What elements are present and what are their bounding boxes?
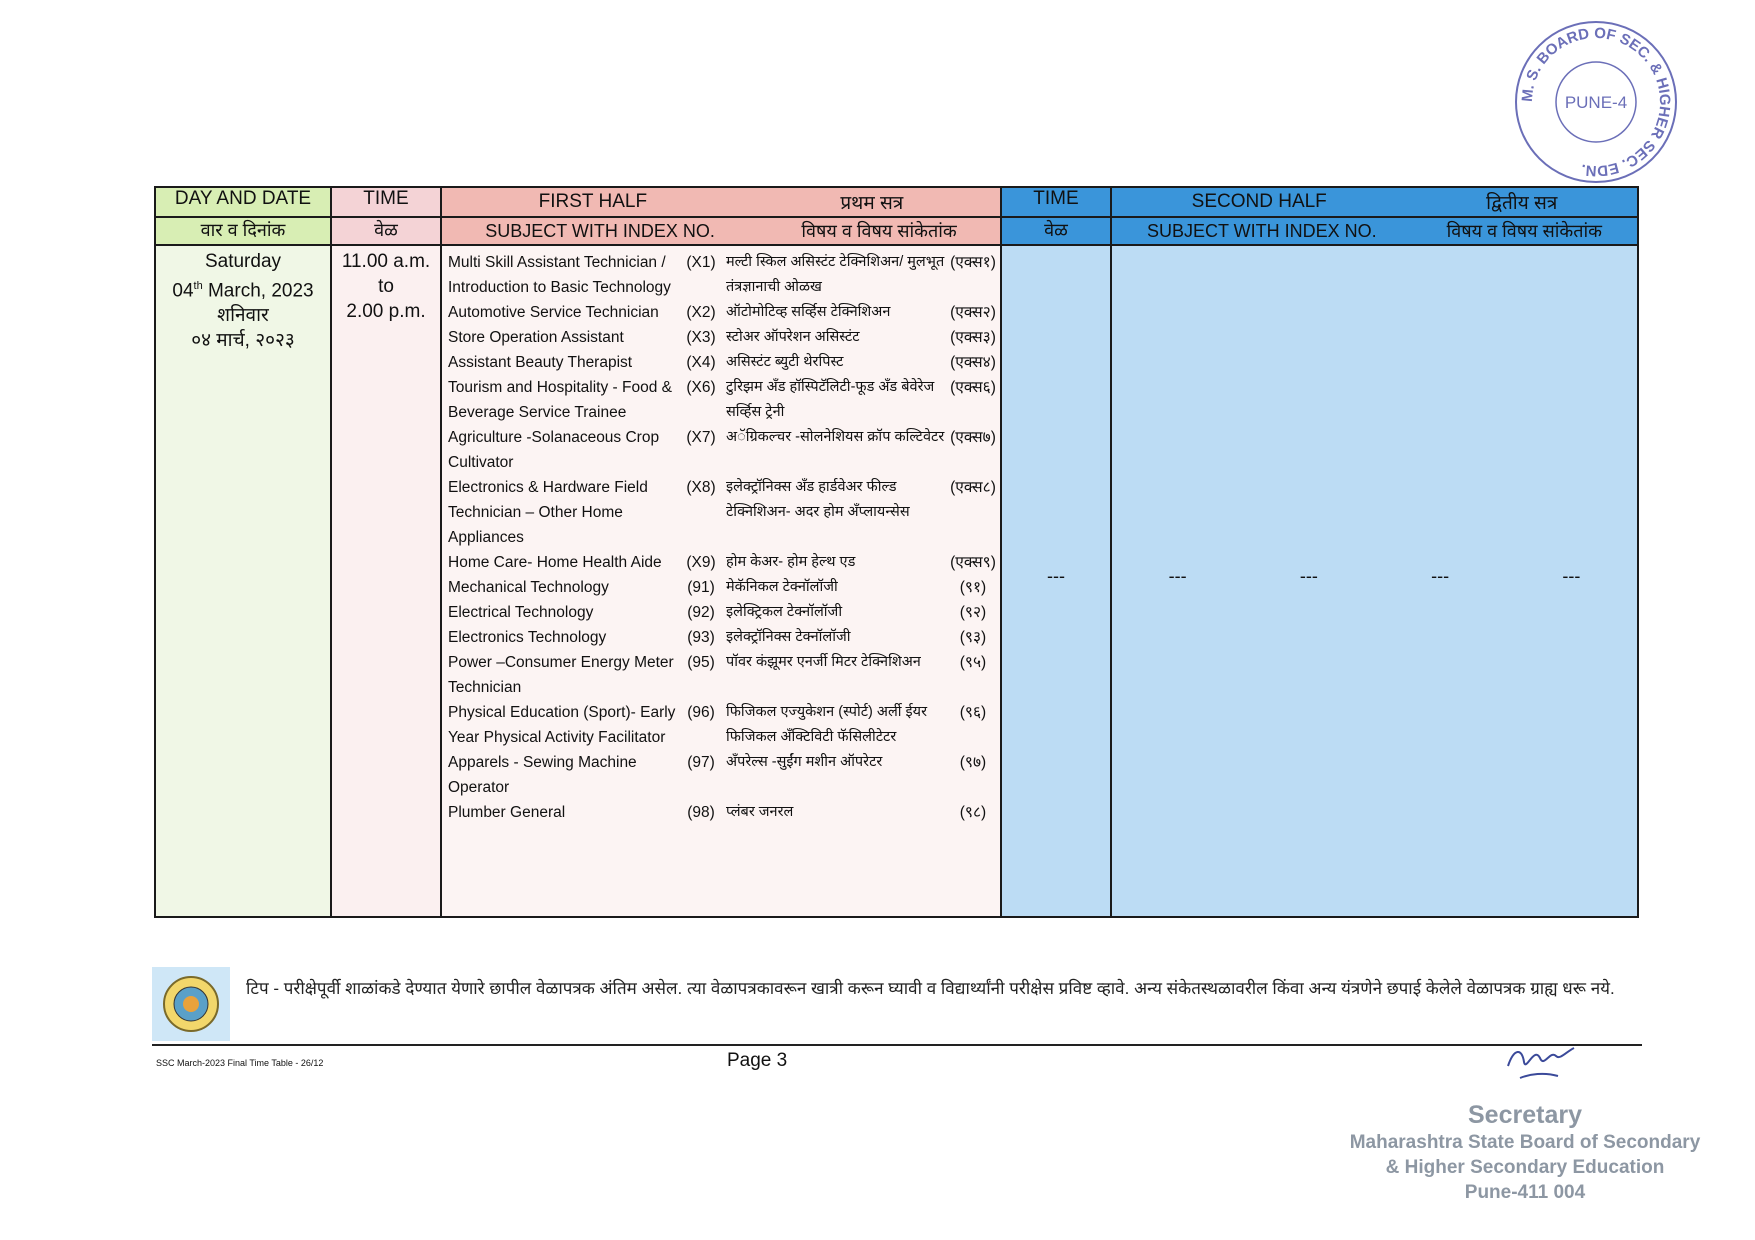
subject-name-mr: होम केअर- होम हेल्थ एड — [726, 554, 856, 570]
secretary-line2: & Higher Secondary Education — [1385, 1157, 1665, 1178]
date-en: 04th March, 2023 — [172, 280, 314, 302]
subject-index-mr: (९८) — [959, 804, 987, 821]
subject-index-mr: (एक्स४) — [950, 354, 996, 371]
second-half-en: SECOND HALF — [1191, 191, 1327, 212]
footer-rule — [152, 1044, 1642, 1046]
subject-index: (X1) — [686, 254, 716, 271]
subject-name-mr: मल्टी स्किल असिस्टंट टेक्निशिअन/ मुलभूत तंत्रज्ञानाची ओळख — [726, 254, 945, 295]
subject-index: (91) — [687, 579, 715, 596]
subject-name-mr: अँपरेल्स -सुईंग मशीन ऑपरेटर — [726, 754, 883, 770]
time-cell — [331, 245, 441, 917]
subject-index-mr: (एक्स८) — [950, 479, 996, 496]
subject-index-mr: (९२) — [959, 604, 987, 621]
subject-name-mr: टुरिझम अँड हॉस्पिटॅलिटी-फूड अँड बेवेरेज सर्व्हिस ट्रेनी — [726, 379, 935, 420]
subject-name-mr: प्लंबर जनरल — [726, 804, 794, 820]
secretary-title: Secretary — [1468, 1101, 1582, 1129]
subject-index-mr: (९५) — [959, 654, 987, 671]
stamp-ring-text: M. S. BOARD OF SEC. & HIGHER SEC. EDN. — [1518, 24, 1674, 180]
second-dash-4: --- — [1562, 566, 1581, 586]
header-first-half — [441, 187, 1001, 217]
time-start: 11.00 a.m. — [341, 251, 431, 272]
first-half-cell — [441, 245, 1001, 917]
second-half-cell — [1111, 245, 1638, 917]
subject-index-mr: (९१) — [959, 579, 987, 596]
second-time-cell — [1001, 245, 1111, 917]
date-mr: ०४ मार्च, २०२३ — [191, 330, 295, 352]
header-time-mr: वेळ — [331, 217, 441, 245]
header-day-en: DAY AND DATE — [155, 187, 331, 217]
subject-index: (93) — [687, 629, 715, 646]
subject-index: (98) — [687, 804, 715, 821]
subject-name: Tourism and Hospitality - Food & Beverage Service Trainee — [448, 379, 672, 421]
subject-index: (X6) — [686, 379, 716, 396]
header-day-mr: वार व दिनांक — [155, 217, 331, 245]
board-logo-icon — [152, 967, 230, 1041]
subject-name-mr: स्टोअर ऑपरेशन असिस्टंट — [726, 329, 860, 345]
subject-name: Plumber General — [448, 804, 566, 821]
subject-name-mr: मेकॅनिकल टेक्नॉलॉजी — [726, 579, 838, 595]
note-text: टिप - परीक्षेपूर्वी शाळांकडे देण्यात येणारे छापील वेळापत्रक अंतिम असेल. त्या वेळापत्रकावरून खात्री करून घ्यावी व विद्यार्थ्यांनी परीक्षेस प्रविष्ट व्हावे. अन्य संकेतस्थळावरील किंवा अन्य यंत्रणेने छपाई केलेले वेळापत्रक ग्राह्य धरू नये. — [246, 979, 1615, 998]
subject-name: Automotive Service Technician — [448, 304, 659, 321]
subject-index: (X7) — [686, 429, 716, 446]
secretary-line1: Maharashtra State Board of Secondary — [1349, 1132, 1701, 1153]
subject-name: Electronics & Hardware Field Technician – Other Home Appliances — [448, 479, 648, 546]
subject-index-mr: (एक्स७) — [950, 429, 996, 446]
subject-index: (92) — [687, 604, 715, 621]
subject-index: (X4) — [686, 354, 716, 371]
subject-index-mr: (एक्स९) — [950, 554, 996, 571]
subject-name: Physical Education (Sport)- Early Year Physical Activity Facilitator — [448, 704, 676, 746]
time-to: to — [378, 276, 394, 297]
subject-name-mr: अॅग्रिकल्चर -सोलनेशियस क्रॉप कल्टिवेटर — [726, 429, 945, 445]
header-second-half — [1111, 187, 1638, 217]
subject-name-mr: पॉवर कंझूमर एनर्जी मिटर टेक्निशिअन — [726, 654, 921, 670]
subject-name: Store Operation Assistant — [448, 329, 624, 346]
subject-name: Agriculture -Solanaceous Crop Cultivator — [448, 429, 660, 471]
day-mr: शनिवार — [217, 305, 269, 327]
subject-name: Home Care- Home Health Aide — [448, 554, 662, 571]
second-sub-mr: विषय व विषय सांकेतांक — [1446, 221, 1603, 241]
second-time-dash: --- — [1047, 566, 1065, 586]
subject-index: (96) — [687, 704, 715, 721]
subject-name: Mechanical Technology — [448, 579, 609, 596]
subject-name: Power –Consumer Energy Meter Technician — [448, 654, 674, 696]
note-box — [152, 967, 1642, 1041]
subject-name-mr: इलेक्ट्रिकल टेक्नॉलॉजी — [726, 604, 843, 620]
second-dash-1: --- — [1168, 566, 1187, 586]
header-first-sub — [441, 217, 1001, 245]
subject-index-mr: (९६) — [959, 704, 987, 721]
second-sub-en: SUBJECT WITH INDEX NO. — [1146, 220, 1377, 241]
time-end: 2.00 p.m. — [346, 301, 426, 322]
subject-name-mr: असिस्टंट ब्युटी थेरपिस्ट — [726, 354, 844, 370]
subject-name-mr: फिजिकल एज्युकेशन (स्पोर्ट) अर्ली ईयर फिजिकल अँक्टिविटी फॅसिलीटेटर — [726, 704, 928, 745]
subject-index-mr: (एक्स६) — [950, 379, 996, 396]
first-half-en: FIRST HALF — [538, 191, 648, 212]
second-half-mr: द्वितीय सत्र — [1486, 193, 1558, 214]
subject-index: (X9) — [686, 554, 716, 571]
subject-name: Electrical Technology — [448, 604, 594, 621]
day-cell — [155, 245, 331, 917]
day-en: Saturday — [204, 251, 282, 272]
header-time-en: TIME — [331, 187, 441, 217]
timetable — [154, 186, 1639, 918]
subject-name: Multi Skill Assistant Technician / Introduction to Basic Technology — [448, 254, 671, 296]
subject-index-mr: (९७) — [959, 754, 987, 771]
stamp-center: PUNE-4 — [1564, 93, 1628, 112]
subject-index-mr: (एक्स२) — [950, 304, 996, 321]
subject-name: Apparels - Sewing Machine Operator — [448, 754, 637, 796]
subject-name: Assistant Beauty Therapist — [448, 354, 633, 371]
secretary-line3: Pune-411 004 — [1464, 1182, 1586, 1203]
subject-index: (97) — [687, 754, 715, 771]
secretary-block — [1330, 1100, 1720, 1205]
subject-name-mr: इलेक्ट्रॉनिक्स अँड हार्डवेअर फील्ड टेक्निशिअन- अदर होम अँप्लायन्सेस — [726, 479, 910, 520]
signature-icon — [1500, 1038, 1580, 1088]
footer-left: SSC March-2023 Final Time Table - 26/12 — [156, 1058, 324, 1068]
subject-list — [442, 246, 1000, 827]
subject-index: (X8) — [686, 479, 716, 496]
subject-index-mr: (एक्स१) — [950, 254, 996, 271]
subject-index: (X3) — [686, 329, 716, 346]
first-half-mr: प्रथम सत्र — [840, 193, 904, 214]
board-stamp — [1512, 18, 1680, 186]
header-time2-mr: वेळ — [1001, 217, 1111, 245]
first-sub-en: SUBJECT WITH INDEX NO. — [485, 220, 715, 241]
second-dash-3: --- — [1431, 566, 1450, 586]
subject-name-mr: ऑटोमोटिव्ह सर्व्हिस टेक्निशिअन — [726, 304, 891, 320]
subject-index-mr: (एक्स३) — [950, 329, 996, 346]
header-time2-en: TIME — [1001, 187, 1111, 217]
header-second-sub — [1111, 217, 1638, 245]
subject-index: (X2) — [686, 304, 716, 321]
subject-index-mr: (९३) — [959, 629, 987, 646]
subject-name: Electronics Technology — [448, 629, 607, 646]
page-number: Page 3 — [727, 1050, 788, 1071]
subject-index: (95) — [687, 654, 715, 671]
subject-name-mr: इलेक्ट्रॉनिक्स टेक्नॉलॉजी — [726, 629, 851, 645]
second-dash-2: --- — [1299, 566, 1318, 586]
first-sub-mr: विषय व विषय सांकेतांक — [801, 221, 957, 241]
